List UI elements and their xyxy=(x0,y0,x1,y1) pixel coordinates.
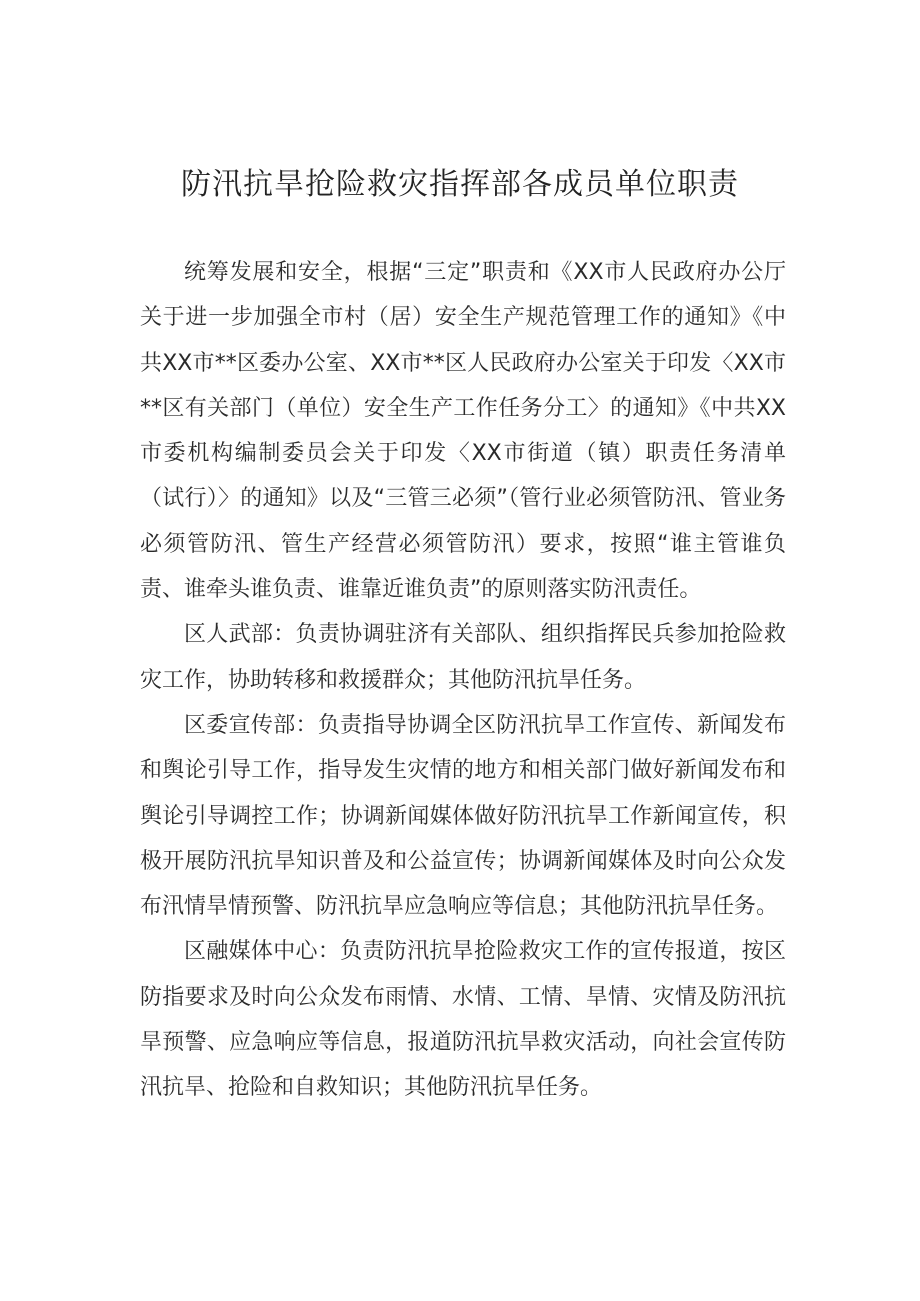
paragraph-media-center: 区融媒体中心：负责防汛抗旱抢险救灾工作的宣传报道，按区防指要求及时向公众发布雨情、水情、工情、旱情、灾情及防汛抗旱预警、应急响应等信息，报道防汛抗旱救灾活动，向社会宣传防汛抗旱、抢险和自救知识；其他防汛抗旱任务。 xyxy=(140,939,786,1101)
document-body xyxy=(140,250,786,1111)
paragraph-armed-forces-dept: 区人武部：负责协调驻济有关部队、组织指挥民兵参加抢险救灾工作，协助转移和救援群众；其他防汛抗旱任务。 xyxy=(140,622,786,693)
paragraph-intro: 统筹发展和安全，根据“三定”职责和《XX市人民政府办公厅关于进一步加强全市村（居）安全生产规范管理工作的通知》《中共XX市**区委办公室、XX市**区人民政府办公室关于印发〈XX市**区有关部门（单位）安全生产工作任务分工〉的通知》《中共XX市委机构编制委员会关于印发〈XX市街道（镇）职责任务清单（试行）〉的通知》以及“三管三必须”（管行业必须管防汛、管业务必须管防汛、管生产经营必须管防汛）要求，按照“谁主管谁负责、谁牵头谁负责、谁靠近谁负责”的原则落实防汛责任。 xyxy=(140,260,786,603)
document-title: 防汛抗旱抢险救灾指挥部各成员单位职责 xyxy=(181,167,739,202)
paragraph-publicity-dept: 区委宣传部：负责指导协调全区防汛抗旱工作宣传、新闻发布和舆论引导工作，指导发生灾情的地方和相关部门做好新闻发布和舆论引导调控工作；协调新闻媒体做好防汛抗旱工作新闻宣传，积极开展防汛抗旱知识普及和公益宣传；协调新闻媒体及时向公众发布汛情旱情预警、防汛抗旱应急响应等信息；其他防汛抗旱任务。 xyxy=(140,712,786,920)
